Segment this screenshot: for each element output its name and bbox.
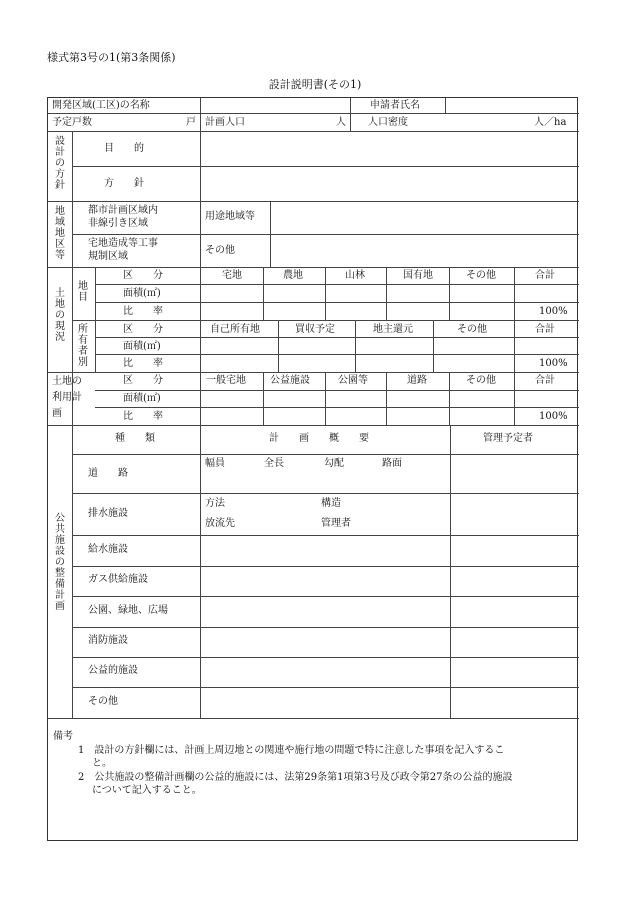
vline [325,267,326,320]
hline [72,493,579,494]
zoning-group-label: 地域地区等 [55,206,65,261]
vline [278,320,279,372]
vline [95,267,96,372]
hline [72,535,579,536]
land-use-group-label-2: 利用計 [52,392,82,403]
ownership-header-purchase: 買収予定 [295,324,335,335]
hline [48,425,579,426]
density-label: 人口密度 [368,117,408,128]
hline [48,201,579,202]
hline [48,718,579,719]
hline [95,302,579,303]
hline [48,267,579,268]
road-surface-label: 路面 [382,458,402,469]
notes-heading: 備考 [53,731,73,742]
regulated-area-label-2: 規制区域 [88,251,128,262]
policy-label: 方 針 [104,178,144,189]
hline [72,166,579,167]
drainage-manager-label: 管理者 [321,518,351,529]
vline [450,425,451,718]
category-header-other: その他 [466,270,496,281]
development-area-label: 開発区域(工区)の名称 [52,100,150,111]
vline [263,267,264,320]
drainage-method-label: 方法 [205,498,225,509]
category-header-total: 合計 [535,270,555,281]
vline [514,320,515,372]
ownership-area-label: 面積(㎡) [123,341,161,352]
applicant-label: 申請者氏名 [370,100,420,111]
land-use-group-label: 土地の [52,376,82,387]
zoning-other-value[interactable] [274,238,574,264]
hline [72,320,579,321]
hline [48,372,579,373]
regulated-area-label: 宅地造成等工事 [88,238,158,249]
hline [72,234,579,235]
land-use-ratio-label: 比 率 [123,411,163,422]
hline [95,390,579,391]
vline [514,372,515,425]
zoning-other-label: その他 [205,245,235,256]
hline [95,284,579,285]
note-line: 1 設計の方針欄には、計画上周辺地との関連や施行地の問題で特に注意した事項を記入するこ [78,745,505,756]
land-use-total-ratio: 100% [539,411,568,422]
vline [72,425,73,718]
document-title: 設計説明書(その1) [268,78,362,91]
ownership-total-ratio: 100% [539,358,568,369]
ownership-header-total: 合計 [535,324,555,335]
facility-row-park: 公園、緑地、広場 [88,605,168,616]
road-width-label: 幅員 [205,458,225,469]
hline [72,566,579,567]
ownership-header-own: 自己所有地 [210,324,260,335]
form-number: 様式第3号の1(第3条関係) [47,51,176,64]
hline [95,337,579,338]
vline [270,201,271,267]
vline [449,372,450,425]
note-line: 2 公共施設の整備計画欄の公益的施設には、法第29条第1項第3号及び政令第27条の公益的施設 [78,772,513,783]
population-unit: 人 [336,117,346,128]
road-label: 道 路 [88,468,128,479]
land-use-header-division: 区 分 [123,375,163,386]
public-facilities-group-label: 公共施設の整備計画 [55,513,65,612]
ownership-ratio-label: 比 率 [123,358,163,369]
vline [263,372,264,425]
hline [95,354,579,355]
land-use-header-public: 公益施設 [270,375,310,386]
vline [445,98,446,113]
vline [386,267,387,320]
note-line: について記入すること。 [92,785,202,796]
road-slope-label: 勾配 [324,458,344,469]
purpose-value[interactable] [204,136,574,162]
design-policy-group-label: 設計の方針 [55,136,65,191]
facility-manager-header: 管理予定者 [483,433,533,444]
hline [48,131,579,132]
households-unit: 戸 [186,117,196,128]
note-line: と。 [92,758,112,769]
ownership-header-other: その他 [457,324,487,335]
land-use-header-residential: 一般宅地 [206,375,246,386]
category-ratio-label: 比 率 [123,306,163,317]
vline [449,267,450,320]
category-area-label: 面積(㎡) [123,288,161,299]
land-category-label: 地目 [78,281,88,303]
ownership-header-return: 地主還元 [373,324,413,335]
drainage-outlet-label: 放流先 [205,518,235,529]
policy-value[interactable] [204,170,574,198]
land-use-header-park: 公園等 [338,375,368,386]
vline [350,113,351,131]
use-district-value[interactable] [274,204,574,230]
form-frame [47,97,578,841]
land-use-header-total: 合計 [535,375,555,386]
drainage-structure-label: 構造 [321,498,341,509]
vline [350,98,351,113]
vline [325,372,326,425]
density-unit: 人／ha [534,117,567,128]
facility-row-fire: 消防施設 [88,635,128,646]
hline [95,407,579,408]
facility-plan-header: 計 画 概 要 [269,433,369,444]
category-header-forest: 山林 [345,270,365,281]
ownership-header-division: 区 分 [123,324,163,335]
category-header-farmland: 農地 [283,270,303,281]
category-header-state-land: 国有地 [403,270,433,281]
vline [514,267,515,320]
category-total-ratio: 100% [539,306,568,317]
vline [200,98,201,131]
land-use-area-label: 面積(㎡) [123,393,161,404]
land-use-header-other: その他 [466,375,496,386]
households-label: 予定戸数 [52,117,92,128]
vline [433,320,434,372]
land-use-header-road: 道路 [407,375,427,386]
urban-planning-label-2: 非線引き区域 [88,218,148,229]
vline [200,131,201,718]
hline [72,627,579,628]
category-header-residential: 宅地 [222,270,242,281]
facility-row-other: その他 [88,696,118,707]
use-district-label: 用途地域等 [205,211,255,222]
hline [72,657,579,658]
vline [386,372,387,425]
category-header-division: 区 分 [123,270,163,281]
facility-row-gas: ガス供給施設 [88,574,148,585]
facility-row-public-benefit: 公益的施設 [88,665,138,676]
ownership-label: 所有者別 [78,324,88,368]
urban-planning-label: 都市計画区域内 [88,205,158,216]
development-area-value[interactable] [203,101,348,111]
drainage-label: 排水施設 [88,508,128,519]
road-length-label: 全長 [264,458,284,469]
population-label: 計画人口 [205,117,245,128]
hline [48,113,579,114]
land-use-group-label-3: 画 [52,408,62,419]
facility-row-water: 給水施設 [88,544,128,555]
land-status-group-label: 土地の現況 [55,288,65,343]
applicant-value[interactable] [448,101,576,111]
purpose-label: 目 的 [104,143,144,154]
hline [72,687,579,688]
hline [72,596,579,597]
facility-type-header: 種 類 [115,433,155,444]
hline [72,454,579,455]
vline [355,320,356,372]
